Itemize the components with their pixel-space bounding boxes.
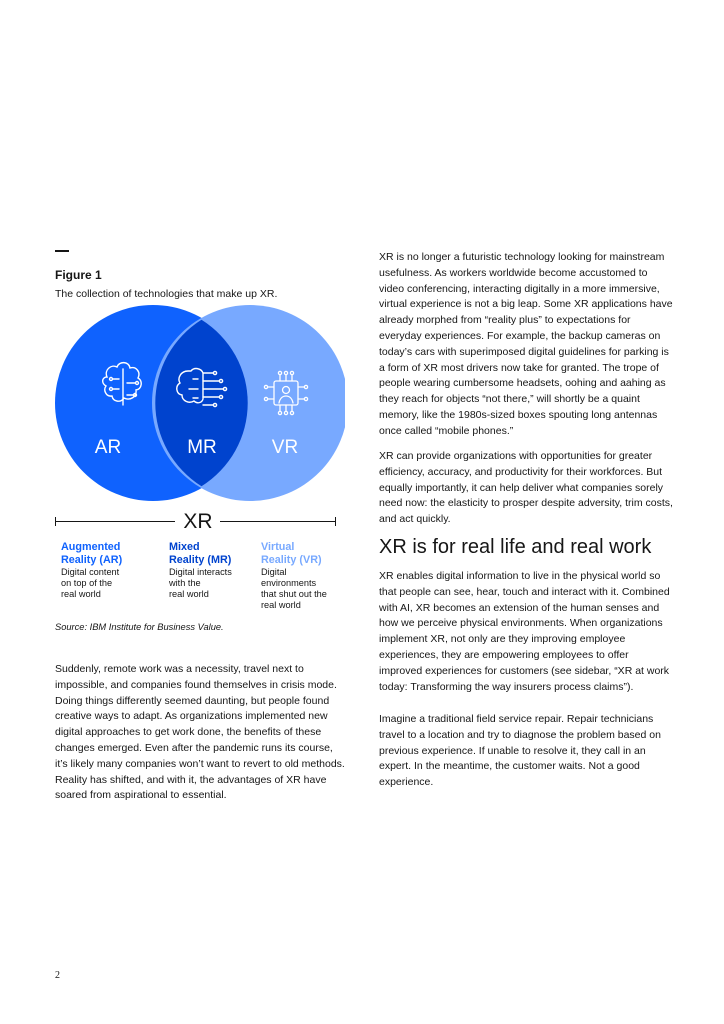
legend-desc-mr: Digital interacts with the real world	[169, 567, 232, 599]
mr-label: MR	[187, 437, 217, 458]
xr-bracket-left-line	[55, 521, 175, 522]
right-paragraph-1: XR is no longer a futuristic technology looking for mainstream usefulness. As workers worldwide become accustomed to video conferencing, interacting digitally in a more immersive, virtual experience is not a big leap. Some XR applications have already morphed from “reality plus” to expectations for everyday experiences. For example, the backup cameras on today’s cars with superimposed digital guidelines for parking is a form of XR most drivers now take for granted. The trope of people wearing cumbersome headsets, oohing and aahing as they reach for objects “not there,” will shortly be a quaint memory, like the 1980s-sized boxes spouting long antennas once called “mobile phones.”	[379, 251, 673, 437]
vr-label: VR	[271, 437, 299, 458]
right-paragraph-4: Imagine a traditional field service repair. Repair technicians travel to a location and try to diagnose the problem based on previous experience. If unable to resolve it, they call in an expert. In the meantime, the customer waits. Not a good experience.	[379, 713, 661, 789]
xr-bracket-right-line	[220, 521, 335, 522]
right-paragraph-2: XR can provide organizations with opportunities for greater efficiency, accuracy, and productivity for their workforces. But equally importantly, it can help deliver what companies sorely need now: the elasticity to prosper despite adversity, trim costs, and act quickly.	[379, 450, 673, 526]
legend-column-mr	[169, 541, 259, 600]
figure-source: Source: IBM Institute for Business Value.	[55, 622, 224, 632]
figure-title: Figure 1	[55, 268, 102, 282]
page-number: 2	[55, 970, 60, 981]
legend-desc-ar: Digital content on top of the real world	[61, 567, 120, 599]
figure-caption: The collection of technologies that make up XR.	[55, 288, 278, 300]
venn-diagram	[55, 305, 345, 505]
ar-label: AR	[94, 437, 122, 458]
legend-title-mr: Mixed Reality (MR)	[169, 541, 232, 566]
legend-title-vr: Virtual Reality (VR)	[261, 541, 322, 566]
legend-column-ar	[61, 541, 151, 600]
section-rule	[55, 250, 69, 252]
xr-bracket-right-tick	[335, 517, 336, 526]
legend-column-vr	[261, 541, 351, 611]
left-paragraph: Suddenly, remote work was a necessity, travel next to impossible, and companies found themselves in crisis mode. Doing things differently seemed daunting, but people found creative ways to adapt. As organizations implemented new digital approaches to get work done, the benefits of these changes emerged. Even after the pandemic runs its course, it’s likely many companies won’t want to revert to old methods. Reality has shifted, and with it, the advantages of XR have soared from aspirational to essential.	[55, 663, 345, 802]
legend-title-ar: Augmented Reality (AR)	[61, 541, 123, 566]
legend-desc-vr: Digital environments that shut out the real world	[261, 567, 327, 610]
right-paragraph-3: XR enables digital information to live in the physical world so that people can see, hear, touch and interact with it. Combined with AI, XR becomes an extension of the human senses and how we perceive physical environments. When organizations implement XR, not only are they improving employee experiences, they are empowering employees to offer improved experiences for customers (see sidebar, “XR at work today: Transforming the way insurers process claims”).	[379, 570, 670, 693]
xr-label: XR	[183, 510, 213, 533]
section-heading: XR is for real life and real work	[379, 536, 652, 558]
